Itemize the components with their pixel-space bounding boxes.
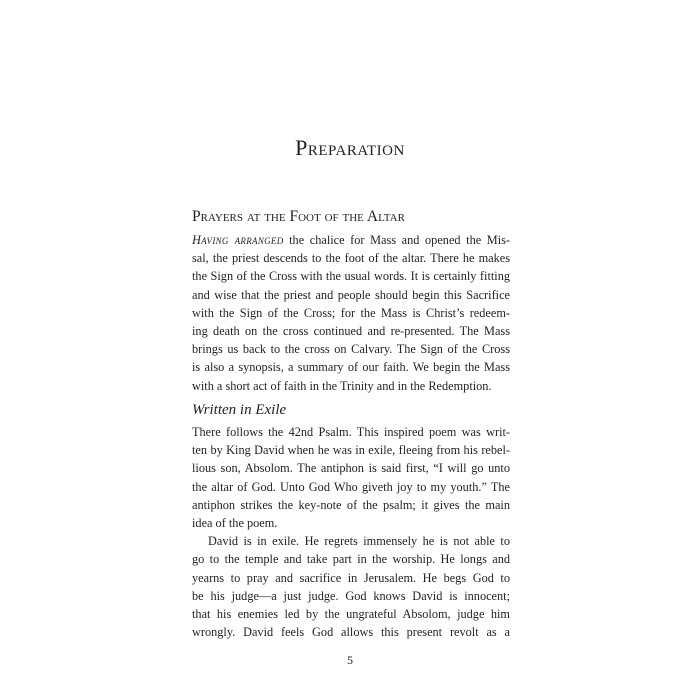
text-line: is also a synopsis, a summary of our faith. We begin the Mass — [192, 360, 510, 375]
text-line: yearns to pray and sacrifice in Jerusalem. He begs God to — [192, 570, 510, 585]
section2-body — [192, 423, 510, 641]
text-line: wrongly. David feels God allows this present revolt as a — [192, 625, 510, 640]
text-line: go to the temple and take part in the worship. He longs and — [192, 552, 510, 567]
text-line: and wise that the priest and people should begin this Sacrifice — [192, 287, 510, 302]
chapter-title: Preparation — [295, 135, 405, 160]
text-line: ten by King David when he was in exile, fleeing from his rebel- — [192, 443, 510, 458]
text-line: David is in exile. He regrets immensely he is not able to — [208, 534, 510, 549]
text-line: antiphon strikes the key-note of the psalm; it gives the main — [192, 497, 510, 512]
text-line: the altar of God. Unto God Who giveth joy to my youth.” The — [192, 479, 510, 494]
text-line: that his enemies led by the ungrateful Absolom, judge him — [192, 607, 510, 622]
sub-heading: Written in Exile — [192, 402, 287, 418]
text-line: Having arranged the chalice for Mass and opened the Mis- — [192, 233, 511, 247]
text-line: the Sign of the Cross with the usual words. It is certainly fitting — [192, 269, 510, 284]
text-line: sal, the priest descends to the foot of the altar. There he makes — [192, 251, 510, 266]
text-line: with the Sign of the Cross; for the Mass is Christ’s redeem- — [192, 305, 510, 320]
text-line: ing death on the cross continued and re-presented. The Mass — [192, 324, 510, 339]
text-line: with a short act of faith in the Trinity and in the Redemption. — [192, 378, 492, 393]
text-line: There follows the 42nd Psalm. This inspired poem was writ- — [192, 425, 510, 439]
section1-paragraph — [192, 231, 510, 395]
text-line: lious son, Absolom. The antiphon is said first, “I will go unto — [192, 461, 510, 476]
text-line: be his judge—a just judge. God knows David is innocent; — [192, 588, 510, 603]
section-heading: Prayers at the Foot of the Altar — [192, 208, 405, 225]
text-line: brings us back to the cross on Calvary. The Sign of the Cross — [192, 342, 510, 357]
section2-paragraph-1 — [192, 423, 510, 532]
page-number: 5 — [347, 653, 353, 667]
text-line: idea of the poem. — [192, 516, 278, 531]
section2-paragraph-2 — [192, 532, 510, 641]
section1-body — [192, 231, 510, 395]
lead-in-text: Having arranged — [192, 233, 284, 247]
